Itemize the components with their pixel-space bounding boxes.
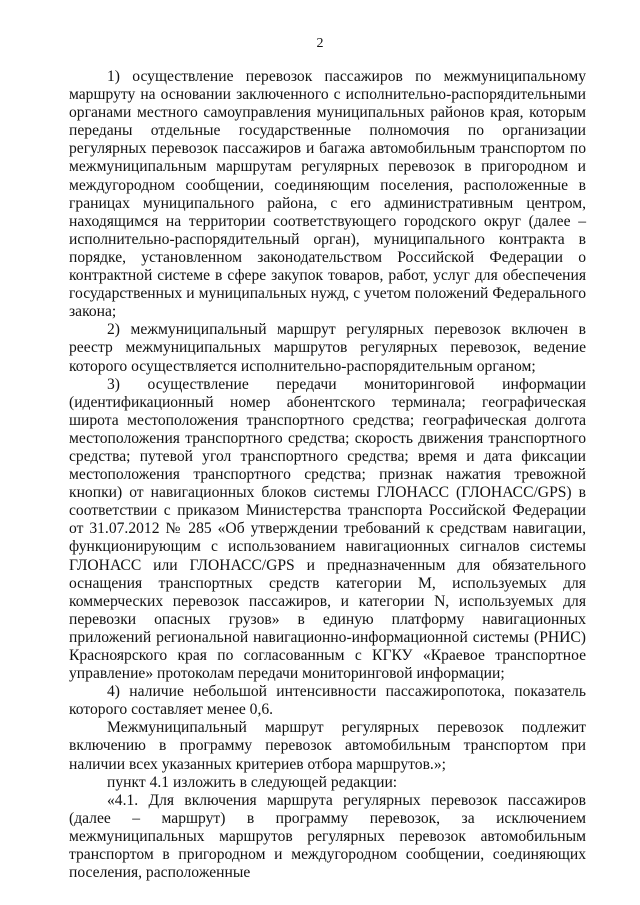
paragraph-clause-4-1: «4.1. Для включения маршрута регулярных перевозок пассажиров (далее – маршрут) в программу перевозок, за исключением межмуниципальных маршрутов регулярных перевозок автомобильным транспортом в пригородном и междугородном сообщении, соединяющих поселения, расположенные — [69, 791, 586, 882]
paragraph-item-4: 4) наличие небольшой интенсивности пассажиропотока, показатель которого составляет менее 0,6. — [69, 683, 586, 719]
paragraph-item-2: 2) межмуниципальный маршрут регулярных перевозок включен в реестр межмуниципальных маршрутов регулярных перевозок, ведение которого осуществляется исполнительно-распорядительным органом; — [69, 321, 586, 375]
document-body — [69, 68, 586, 882]
paragraph-criteria-conclusion: Межмуниципальный маршрут регулярных перевозок подлежит включению в программу перевозок автомобильным транспортом при наличии всех указанных критериев отбора маршрутов.»; — [69, 719, 586, 773]
page-number: 2 — [316, 36, 324, 51]
paragraph-item-1: 1) осуществление перевозок пассажиров по межмуниципальному маршруту на основании заключенного с исполнительно-распорядительными органами местного самоуправления муниципальных районов края, которым переданы отдельные государственные полномочия по организации регулярных перевозок пассажиров и багажа автомобильным транспортом по межмуниципальным маршрутам регулярных перевозок в пригородном и междугородном сообщении, соединяющим поселения, расположенные в границах муниципального района, с его административным центром, находящимся на территории соответствующего городского округ (далее – исполнительно-распорядительный орган), муниципального контракта в порядке, установленном законодательством Российской Федерации о контрактной системе в сфере закупок товаров, работ, услуг для обеспечения государственных и муниципальных нужд, с учетом положений Федерального закона; — [69, 68, 586, 321]
paragraph-item-3: 3) осуществление передачи мониторинговой информации (идентификационный номер абонентского терминала; географическая широта местоположения транспортного средства; географическая долгота местоположения транспортного средства; скорость движения транспортного средства; путевой угол транспортного средства; время и дата фиксации местоположения транспортного средства; признак нажатия тревожной кнопки) от навигационных блоков системы ГЛОНАСС (ГЛОНАСС/GPS) в соответствии с приказом Министерства транспорта Российской Федерации от 31.07.2012 № 285 «Об утверждении требований к средствам навигации, функционирующим с использованием навигационных сигналов системы ГЛОНАСС или ГЛОНАСС/GPS и предназначенным для обязательного оснащения транспортных средств категории М, используемых для коммерческих перевозок пассажиров, и категории N, используемых для перевозки опасных грузов» в единую платформу навигационных приложений региональной навигационно-информационной системы (РНИС) Красноярского края по согласованным с КГКУ «Краевое транспортное управление» протоколам передачи мониторинговой информации; — [69, 375, 586, 683]
paragraph-amendment-intro: пункт 4.1 изложить в следующей редакции: — [107, 773, 398, 791]
